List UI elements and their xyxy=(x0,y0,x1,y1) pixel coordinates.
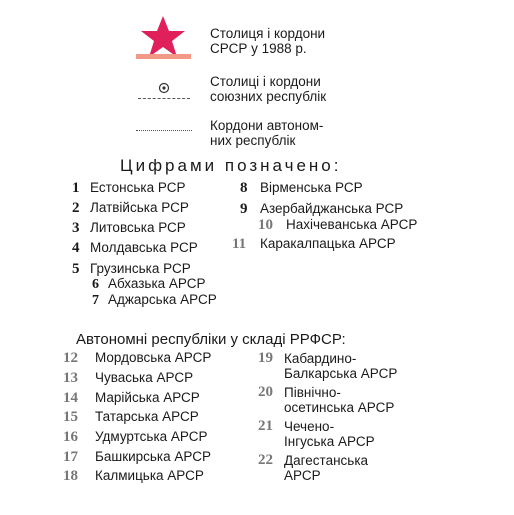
legend-autonomous-line1: Кордони автоном- xyxy=(210,118,324,133)
item-label-line2: Балкарська АРСР xyxy=(284,366,398,381)
item-number: 18 xyxy=(63,468,78,484)
ussr-border-line xyxy=(136,54,191,59)
item-label: Абхазька АРСР xyxy=(108,276,206,291)
item-number: 9 xyxy=(240,201,248,217)
item-number: 19 xyxy=(258,350,273,366)
item-label: Литовська РСР xyxy=(90,220,186,235)
list-item xyxy=(63,449,211,466)
item-number: 16 xyxy=(63,429,78,445)
item-number: 14 xyxy=(63,390,78,406)
item-label: Азербайджанська РСР xyxy=(260,201,404,216)
rsfsr-heading: Автономні республіки у складі РРФСР: xyxy=(76,331,346,348)
item-label: Вірменська РСР xyxy=(260,180,363,195)
list-item xyxy=(63,409,199,426)
item-label: Нахічеванська АРСР xyxy=(286,217,418,232)
item-label-line1: Північно- xyxy=(284,385,341,400)
list-item xyxy=(72,220,186,237)
item-number: 3 xyxy=(72,220,80,236)
item-number: 2 xyxy=(72,200,80,216)
legend-autonomous-line2: них республік xyxy=(210,133,296,148)
list-item xyxy=(240,180,363,197)
list-item xyxy=(72,200,189,217)
item-label: Калмицька АРСР xyxy=(95,468,204,483)
item-number: 22 xyxy=(258,452,273,468)
item-label: Башкирська АРСР xyxy=(95,449,212,464)
capital-circle-icon xyxy=(158,82,170,94)
item-label: Латвійська РСР xyxy=(90,200,189,215)
item-number: 13 xyxy=(63,370,78,386)
item-number: 6 xyxy=(92,277,99,292)
item-label-line2: АРСР xyxy=(284,468,321,483)
item-label: Удмуртська АРСР xyxy=(95,429,208,444)
item-number: 1 xyxy=(72,180,80,196)
item-label: Грузинська РСР xyxy=(90,261,191,276)
legend-union-line2: союзних республік xyxy=(210,89,327,104)
legend-ussr-line1: Столиця і кордони xyxy=(210,26,326,41)
item-number: 15 xyxy=(63,409,78,425)
item-label: Естонська РСР xyxy=(90,180,186,195)
list-item xyxy=(92,292,217,309)
list-item xyxy=(72,240,198,257)
list-item xyxy=(72,180,185,197)
list-item xyxy=(240,201,403,218)
list-item xyxy=(63,468,204,485)
item-number: 20 xyxy=(258,384,273,400)
item-number: 12 xyxy=(63,350,78,366)
item-number: 10 xyxy=(258,217,273,233)
item-label: Чуваська АРСР xyxy=(95,370,194,385)
item-label: Татарська АРСР xyxy=(95,409,199,424)
item-label: Каракалпацька АРСР xyxy=(260,236,396,251)
item-label: Молдавська РСР xyxy=(90,240,198,255)
autonomous-border-line xyxy=(136,130,192,131)
legend-union xyxy=(136,68,506,108)
list-item xyxy=(258,217,417,234)
item-label: Мордовська АРСР xyxy=(95,350,212,365)
item-number: 7 xyxy=(92,293,99,308)
legend-ussr-line2: СРСР у 1988 р. xyxy=(210,41,307,56)
item-number: 21 xyxy=(258,418,273,434)
item-label: Марійська АРСР xyxy=(95,390,200,405)
item-label-line1: Дагестанська xyxy=(284,453,369,468)
item-number: 17 xyxy=(63,449,78,465)
item-number: 4 xyxy=(72,240,80,256)
legend-autonomous xyxy=(136,114,506,150)
item-label: Аджарська АРСР xyxy=(108,292,217,307)
item-label-line2: Інгуська АРСР xyxy=(284,434,375,449)
list-item xyxy=(232,236,396,253)
list-item xyxy=(63,429,208,446)
item-number: 11 xyxy=(232,236,247,252)
item-number: 8 xyxy=(240,180,248,196)
list-item xyxy=(63,390,200,407)
list-item xyxy=(63,350,211,367)
numbers-heading: Цифрами позначено: xyxy=(120,156,342,175)
item-label-line1: Чечено- xyxy=(284,419,335,434)
legend-union-line1: Столиці і кордони xyxy=(210,74,321,89)
union-border-line xyxy=(138,98,190,99)
item-label-line1: Кабардино- xyxy=(284,351,357,366)
list-item xyxy=(92,276,206,293)
legend-ussr xyxy=(136,14,506,64)
item-number: 5 xyxy=(72,261,80,277)
list-item xyxy=(63,370,193,387)
item-label-line2: осетинська АРСР xyxy=(284,400,395,415)
